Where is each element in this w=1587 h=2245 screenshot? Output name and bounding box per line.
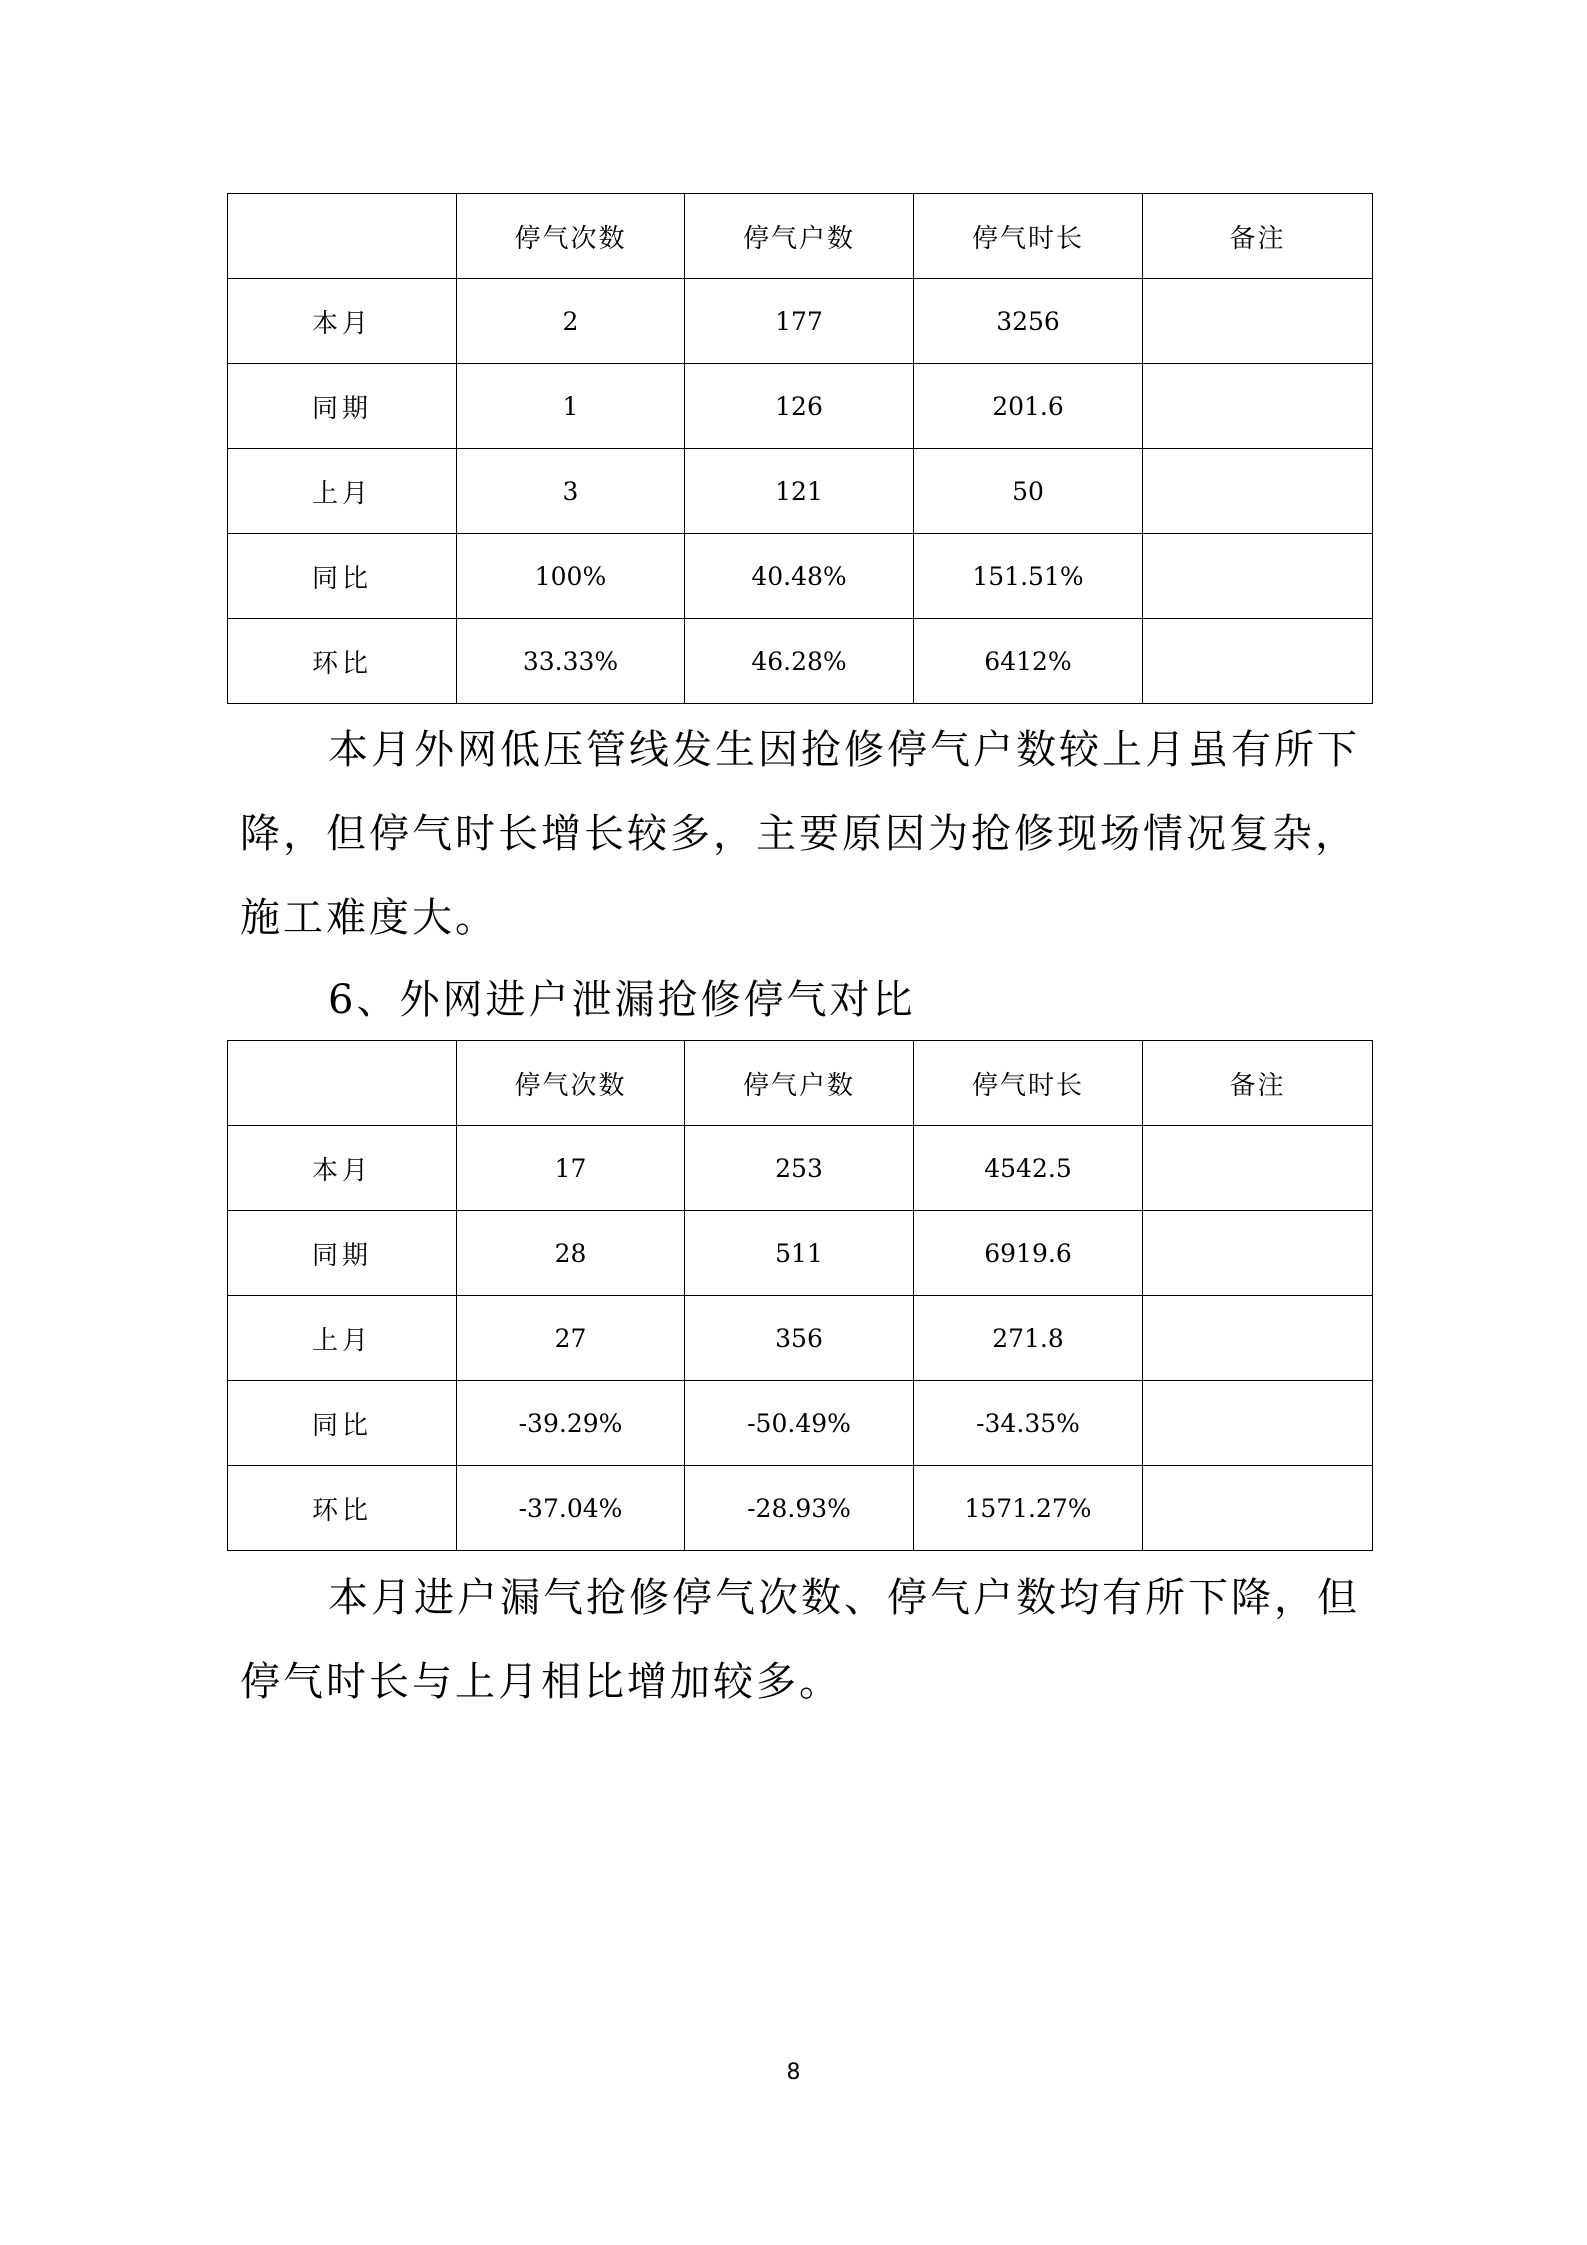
section-heading-6: 6、外网进户泄漏抢修停气对比 [328, 977, 916, 1023]
table-row [228, 1381, 1373, 1466]
cell-duration: 201.6 [914, 364, 1143, 449]
cell-note [1143, 1126, 1373, 1211]
cell-count: 28 [457, 1211, 685, 1296]
cell-note [1143, 619, 1373, 704]
cell-households: 46.28% [685, 619, 914, 704]
analysis-paragraph-1: 本月外网低压管线发生因抢修停气户数较上月虽有所下降，但停气时长增长较多，主要原因为抢修现场情况复杂，施工难度大。 [240, 727, 1360, 941]
cell-households: 253 [685, 1126, 914, 1211]
cell-households: -50.49% [685, 1381, 914, 1466]
outage-table-low-pressure [227, 193, 1373, 704]
cell-households: 126 [685, 364, 914, 449]
cell-duration: 6919.6 [914, 1211, 1143, 1296]
page-number: 8 [786, 2060, 801, 2085]
header-cell-empty [228, 1041, 457, 1126]
cell-count: -39.29% [457, 1381, 685, 1466]
analysis-paragraph-2: 本月进户漏气抢修停气次数、停气户数均有所下降，但停气时长与上月相比增加较多。 [240, 1575, 1360, 1705]
header-cell-duration: 停气时长 [914, 194, 1143, 279]
cell-count: 3 [457, 449, 685, 534]
cell-note [1143, 1466, 1373, 1551]
cell-count: 17 [457, 1126, 685, 1211]
row-label: 上月 [228, 449, 457, 534]
row-label: 同比 [228, 1381, 457, 1466]
table-row [228, 619, 1373, 704]
cell-note [1143, 1296, 1373, 1381]
row-label: 本月 [228, 279, 457, 364]
row-label: 本月 [228, 1126, 457, 1211]
header-cell-duration: 停气时长 [914, 1041, 1143, 1126]
cell-duration: 271.8 [914, 1296, 1143, 1381]
cell-note [1143, 279, 1373, 364]
cell-households: 40.48% [685, 534, 914, 619]
table-header-row [228, 194, 1373, 279]
row-label: 环比 [228, 619, 457, 704]
cell-count: 100% [457, 534, 685, 619]
cell-duration: -34.35% [914, 1381, 1143, 1466]
cell-note [1143, 534, 1373, 619]
row-label: 同期 [228, 1211, 457, 1296]
cell-duration: 1571.27% [914, 1466, 1143, 1551]
cell-note [1143, 1211, 1373, 1296]
cell-households: 511 [685, 1211, 914, 1296]
cell-duration: 4542.5 [914, 1126, 1143, 1211]
row-label: 同期 [228, 364, 457, 449]
table-header-row [228, 1041, 1373, 1126]
header-cell-empty [228, 194, 457, 279]
table-row [228, 1126, 1373, 1211]
header-cell-households: 停气户数 [685, 194, 914, 279]
table-row [228, 279, 1373, 364]
cell-duration: 6412% [914, 619, 1143, 704]
cell-duration: 3256 [914, 279, 1143, 364]
header-cell-households: 停气户数 [685, 1041, 914, 1126]
cell-households: 177 [685, 279, 914, 364]
header-cell-note: 备注 [1143, 194, 1373, 279]
table-row [228, 1466, 1373, 1551]
cell-households: -28.93% [685, 1466, 914, 1551]
header-cell-count: 停气次数 [457, 194, 685, 279]
row-label: 环比 [228, 1466, 457, 1551]
header-cell-count: 停气次数 [457, 1041, 685, 1126]
row-label: 上月 [228, 1296, 457, 1381]
table-row [228, 364, 1373, 449]
table-row [228, 1211, 1373, 1296]
cell-count: 1 [457, 364, 685, 449]
cell-note [1143, 364, 1373, 449]
table-row [228, 449, 1373, 534]
cell-duration: 50 [914, 449, 1143, 534]
cell-households: 356 [685, 1296, 914, 1381]
cell-households: 121 [685, 449, 914, 534]
cell-count: 33.33% [457, 619, 685, 704]
outage-table-service-leak [227, 1040, 1373, 1551]
row-label: 同比 [228, 534, 457, 619]
cell-count: 27 [457, 1296, 685, 1381]
header-cell-note: 备注 [1143, 1041, 1373, 1126]
cell-duration: 151.51% [914, 534, 1143, 619]
cell-note [1143, 449, 1373, 534]
table-row [228, 1296, 1373, 1381]
cell-note [1143, 1381, 1373, 1466]
cell-count: 2 [457, 279, 685, 364]
table-row [228, 534, 1373, 619]
cell-count: -37.04% [457, 1466, 685, 1551]
